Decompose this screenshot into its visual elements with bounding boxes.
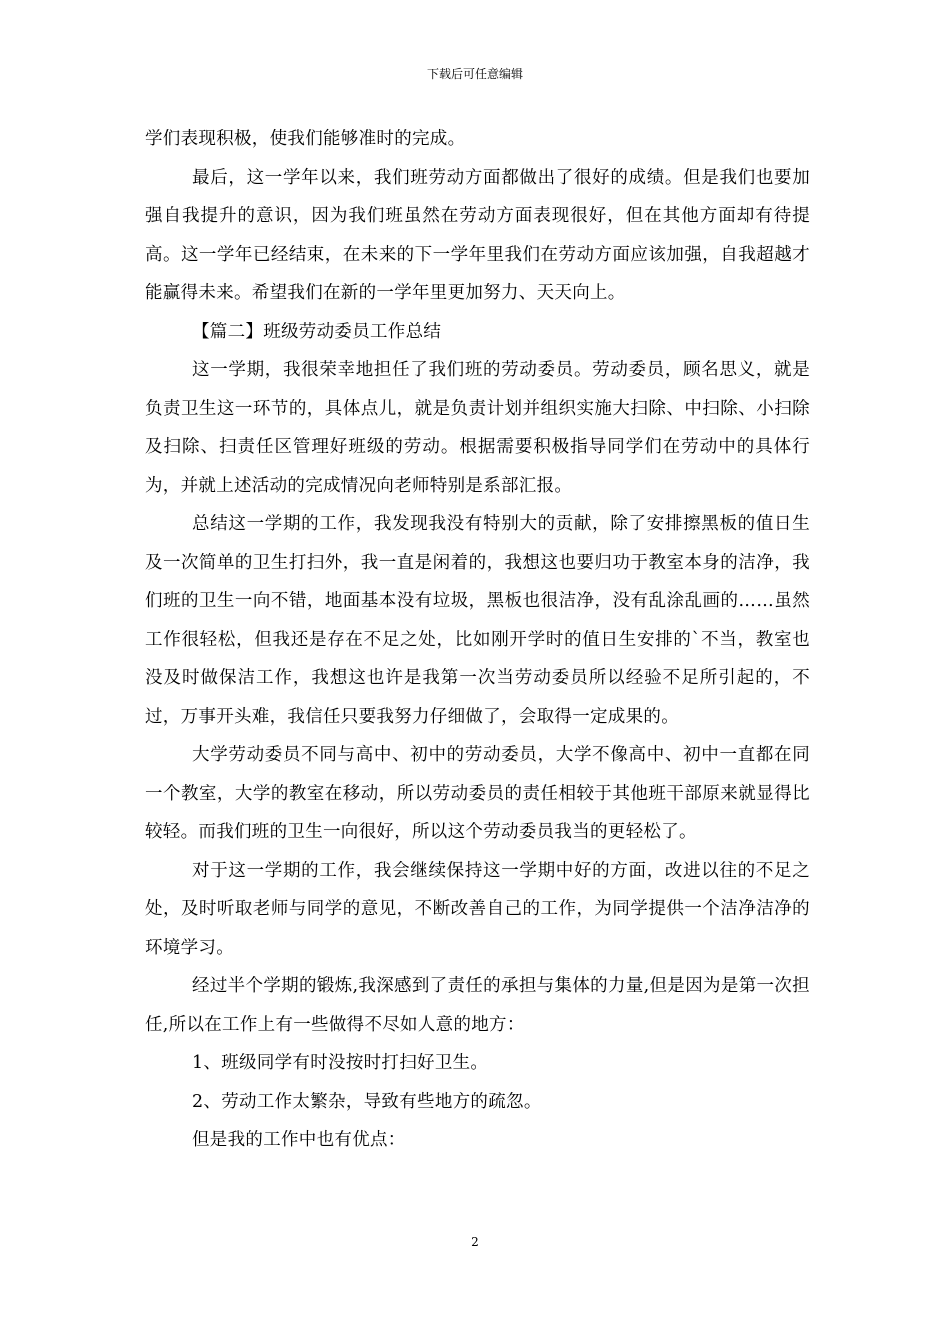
paragraph-continuation: 学们表现积极，使我们能够准时的完成。 — [145, 129, 466, 149]
list-item: 1、班级同学有时没按时打扫好卫生。 — [192, 1053, 489, 1073]
paragraph: 最后，这一学年以来，我们班劳动方面都做出了很好的成绩。但是我们也要加强自我提升的意识，因为我们班虽然在劳动方面表现很好，但在其他方面却有待提高。这一学年已经结束，在未来的下一学年里我们在劳动方面应该加强，自我超越才能赢得未来。希望我们在新的一学年里更加努力、天天向上。 — [145, 167, 810, 303]
page-number: 2 — [471, 1235, 479, 1249]
section-heading: 【篇二】班级劳动委员工作总结 — [192, 321, 442, 342]
paragraph: 经过半个学期的锻炼,我深感到了责任的承担与集体的力量,但是因为是第一次担任,所以在工作上有一些做得不尽如人意的地方： — [145, 976, 810, 1035]
document-body — [145, 120, 810, 1160]
paragraph: 总结这一学期的工作，我发现我没有特别大的贡献，除了安排擦黑板的值日生及一次简单的卫生打扫外，我一直是闲着的，我想这也要归功于教室本身的洁净，我们班的卫生一向不错，地面基本没有垃圾，黑板也很洁净，没有乱涂乱画的……虽然工作很轻松，但我还是存在不足之处，比如刚开学时的值日生安排的`不当，教室也没及时做保洁工作，我想这也许是我第一次当劳动委员所以经验不足所引起的，不过，万事开头难，我信任只要我努力仔细做了，会取得一定成果的。 — [145, 514, 810, 727]
paragraph: 大学劳动委员不同与高中、初中的劳动委员，大学不像高中、初中一直都在同一个教室，大学的教室在移动，所以劳动委员的责任相较于其他班干部原来就显得比较轻。而我们班的卫生一向很好，所以这个劳动委员我当的更轻松了。 — [145, 745, 810, 842]
paragraph: 但是我的工作中也有优点： — [192, 1130, 406, 1150]
paragraph: 这一学期，我很荣幸地担任了我们班的劳动委员。劳动委员，顾名思义，就是负责卫生这一环节的，具体点儿，就是负责计划并组织实施大扫除、中扫除、小扫除及扫除、扫责任区管理好班级的劳动。根据需要积极指导同学们在劳动中的具体行为，并就上述活动的完成情况向老师特别是系部汇报。 — [145, 360, 810, 496]
page-header: 下载后可任意编辑 — [426, 67, 523, 81]
list-item: 2、劳动工作太繁杂，导致有些地方的疏忽。 — [192, 1091, 542, 1112]
paragraph: 对于这一学期的工作，我会继续保持这一学期中好的方面，改进以往的不足之处，及时听取老师与同学的意见，不断改善自己的工作，为同学提供一个洁净洁净的环境学习。 — [145, 860, 810, 958]
